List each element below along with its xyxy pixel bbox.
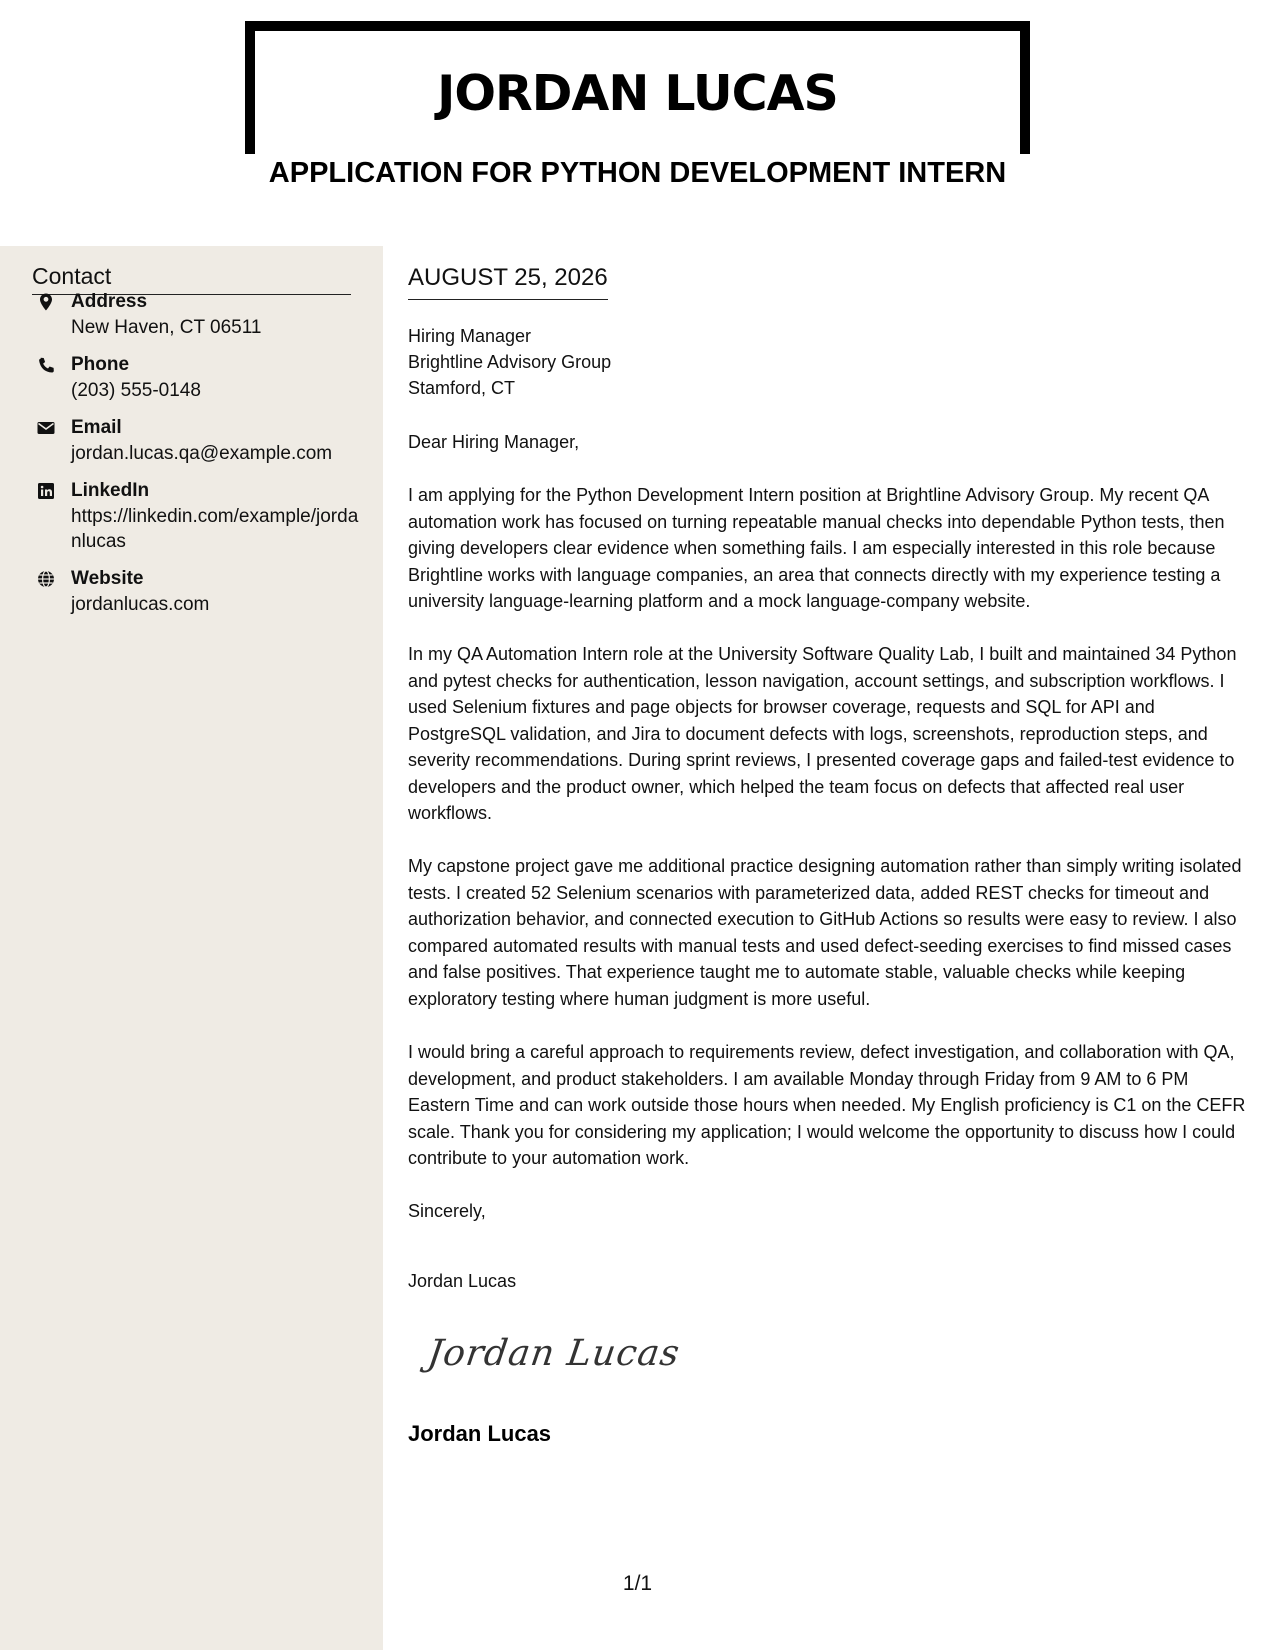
contact-label: Email (71, 417, 122, 438)
map-pin-icon (36, 292, 56, 312)
address-value: New Haven, CT 06511 (71, 317, 262, 338)
recipient-line: Hiring Manager (408, 326, 532, 346)
application-title: APPLICATION FOR PYTHON DEVELOPMENT INTERN (268, 157, 1007, 189)
closing: Sincerely, (408, 1201, 486, 1221)
name-frame (245, 21, 1030, 154)
contact-label: Address (71, 291, 148, 312)
contact-label: Website (71, 568, 144, 589)
paragraph: In my QA Automation Intern role at the University Software Quality Lab, I built and maintained 34 Python and pytest checks for authentication, lesson navigation, account settings, and subscription workflows. I used Selenium fixtures and page objects for browser coverage, requests and SQL for API and PostgreSQL validation, and Jira to document defects with logs, screenshots, reproduction steps, and severity recommendations. During sprint reviews, I presented coverage gaps and failed-test evidence to developers and the product owner, which helped the team focus on defects that affected real user workflows. (408, 644, 1237, 823)
website-value[interactable]: jordanlucas.com (71, 594, 210, 615)
applicant-name: JORDAN LUCAS (437, 65, 838, 122)
globe-icon (36, 569, 56, 589)
recipient-line: Brightline Advisory Group (408, 352, 612, 372)
page-number: 1/1 (622, 1572, 653, 1595)
phone-icon (36, 355, 56, 375)
recipient-line: Stamford, CT (408, 378, 516, 398)
handwritten-signature: Jordan Lucas (425, 1333, 683, 1374)
paragraph: I am applying for the Python Development Intern position at Brightline Advisory Group. My recent QA automation work has focused on turning repeatable manual checks into dependable Python tests, then giving developers clear evidence when something fails. I am especially interested in this role because Brightline works with language companies, an area that connects directly with my experience testing a university language-learning platform and a mock language-company website. (408, 485, 1225, 611)
contact-label: Phone (71, 354, 130, 375)
contact-heading: Contact (32, 263, 351, 295)
paragraph: My capstone project gave me additional practice designing automation rather than simply writing isolated tests. I created 52 Selenium scenarios with parameterized data, added REST checks for timeout and authorization behavior, and connected execution to GitHub Actions so results were easy to review. I also compared automated results with manual tests and used defect-seeding exercises to find missed cases and false positives. That experience taught me to automate stable, valuable checks while keeping exploratory testing where human judgment is more useful. (408, 856, 1242, 1009)
greeting: Dear Hiring Manager, (408, 432, 580, 452)
email-value[interactable]: jordan.lucas.qa@example.com (71, 443, 333, 464)
signed-name: Jordan Lucas (408, 1421, 552, 1446)
linkedin-value[interactable]: https://linkedin.com/example/jordanlucas (71, 506, 359, 552)
paragraph: I would bring a careful approach to requirements review, defect investigation, and collaboration with QA, development, and product stakeholders. I am available Monday through Friday from 9 AM to 6 PM Eastern Time and can work outside those hours when needed. My English proficiency is C1 on the CEFR scale. Thank you for considering my application; I would welcome the opportunity to discuss how I could contribute to your automation work. (408, 1042, 1246, 1168)
phone-value: (203) 555-0148 (71, 380, 201, 401)
recipient-block (408, 323, 611, 401)
contact-label: LinkedIn (71, 480, 150, 501)
linkedin-icon (36, 481, 56, 501)
closing-name: Jordan Lucas (408, 1271, 517, 1291)
envelope-icon (36, 418, 56, 438)
contact-sidebar (0, 246, 383, 1650)
letter-date: AUGUST 25, 2026 (408, 264, 608, 300)
